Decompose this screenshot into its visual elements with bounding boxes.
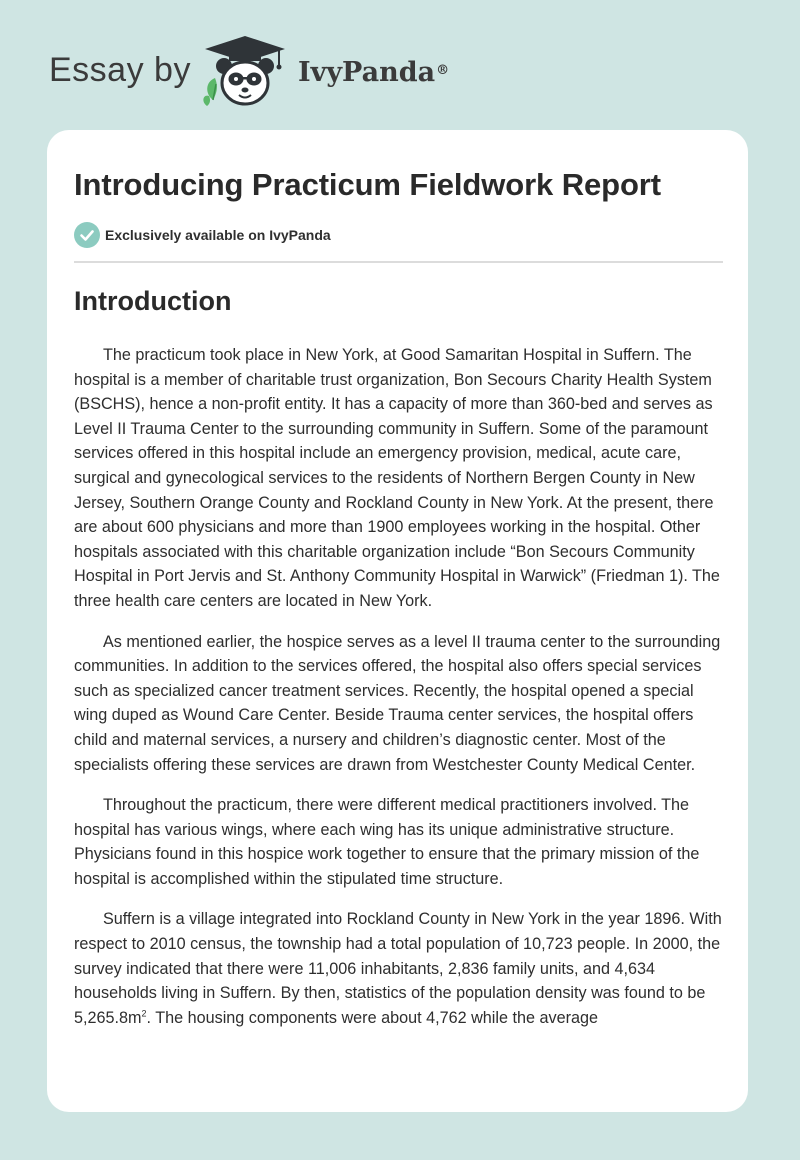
paragraph-tail: . The housing components were about 4,762 while the average	[146, 1008, 598, 1027]
registered-mark: ®	[436, 63, 450, 78]
essay-body	[74, 343, 726, 1046]
site-header	[0, 0, 800, 128]
essay-by-label: Essay by	[49, 51, 191, 89]
paragraph: As mentioned earlier, the hospice serves as a level II trauma center to the surrounding communities. In addition to the services offered, the hospital also offers special services such as specialized cancer treatment services. Recently, the hospital opened a special wing duped as Wound Care Center. Beside Trauma center services, the hospital offers child and maternal services, a nursery and children’s diagnostic center. Most of the specialists offering these services are drawn from Westchester County Medical Center.	[74, 632, 721, 774]
panda-logo-icon[interactable]	[199, 34, 291, 108]
check-circle-icon	[74, 222, 100, 248]
superscript: 2	[141, 1008, 147, 1019]
essay-card	[47, 130, 748, 1112]
exclusive-badge	[74, 222, 331, 248]
paragraph: Throughout the practicum, there were different medical practitioners involved. The hospital has various wings, where each wing has its unique administrative structure. Physicians found in this hospice work together to ensure that the primary mission of the hospital is accomplished within the stipulated time structure.	[74, 796, 700, 888]
exclusive-badge-label: Exclusively available on IvyPanda	[105, 227, 331, 243]
brand-name-text: IvyPanda	[298, 57, 436, 88]
paragraph	[74, 907, 726, 1030]
title-divider	[74, 261, 723, 263]
page-title: Introducing Practicum Fieldwork Report	[74, 167, 661, 202]
paragraph: The practicum took place in New York, at Good Samaritan Hospital in Suffern. The hospital is a member of charitable trust organization, Bon Secours Charity Health System (BSCHS), hence a non-profit entity. It has a capacity of more than 360-bed and serves as Level II Trauma Center to the surrounding community in Suffern. Some of the paramount services offered in this hospital include an emergency provision, medical, acute care, surgical and gynecological services to the residents of Northern Bergen County in New Jersey, Southern Orange County and Rockland County in New York. At the present, there are about 600 physicians and more than 1900 employees working in the hospital. Other hospitals associated with this charitable organization include “Bon Secours Community Hospital in Port Jervis and St. Anthony Community Hospital in Warwick” (Friedman 1). The three health care centers are located in New York.	[74, 346, 720, 610]
section-heading: Introduction	[74, 286, 232, 316]
paragraph-text: Suffern is a village integrated into Rockland County in New York in the year 1896. With respect to 2010 census, the township had a total population of 10,723 people. In 2000, the survey indicated that there were 11,006 inhabitants, 2,836 family units, and 4,634 households living in Suffern. By then, statistics of the population density was found to be 5,265.8m	[74, 910, 722, 1027]
brand-name[interactable]	[298, 56, 449, 90]
